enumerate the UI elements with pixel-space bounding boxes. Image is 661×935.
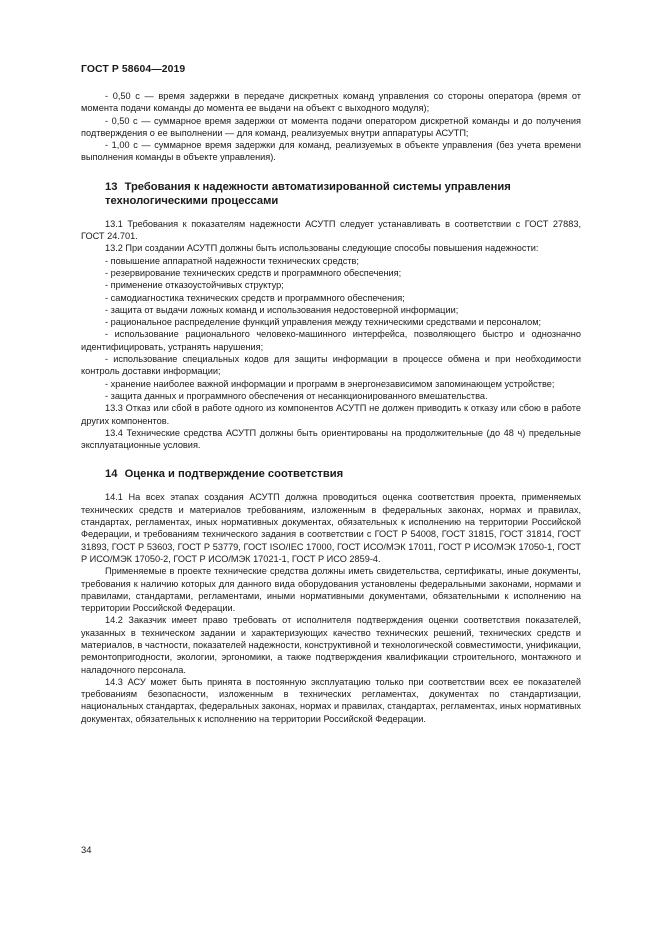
- list-item: - защита данных и программного обеспечения от несанкционированного вмешательства.: [105, 390, 488, 401]
- section-number: 13: [105, 180, 118, 193]
- list-item: - применение отказоустойчивых структур;: [105, 280, 284, 291]
- paragraph: 13.4 Технические средства АСУТП должны быть ориентированы на продолжительные (до 48 ч) предельные эксплуатационные условия.: [81, 427, 581, 451]
- section-14: [81, 467, 581, 725]
- paragraph: - 1,00 с — суммарное время задержки для команд, реализуемых в объекте управления (без учета времени выполнения команды в объекте управления).: [81, 140, 581, 163]
- paragraph: 14.2 Заказчик имеет право требовать от исполнителя подтверждения оценки соответствия показателей, указанных в техническом задании и характеризующих качество технических решений, технических средств и материалов, в частности, показателей надежности, конструктивной и технологической совместимости, унификации, ремонтопригодности, экологии, эргономики, а также подтверждения квалификации строительного, монтажного и наладочного персонала.: [81, 615, 581, 675]
- section-heading: [81, 180, 581, 208]
- paragraph: 13.3 Отказ или сбой в работе одного из компонентов АСУТП не должен приводить к отказу или сбою в работе других компонентов.: [81, 403, 581, 426]
- list-item: - использование специальных кодов для защиты информации в процессе обмена и при необходимости контроль доставки информации;: [81, 354, 581, 377]
- paragraph: 14.1 На всех этапах создания АСУТП должна проводиться оценка соответствия проекта, применяемых технических средств и материалов требованиям, изложенным в федеральных законах, нормах и правилах, стандартах, регламентах, иных нормативных документах, обязательных к исполнению на территории Российской Федерации, и требованиям технического задания в соответствии с ГОСТ Р 54008, ГОСТ 31815, ГОСТ 31814, ГОСТ 31893, ГОСТ Р 53603, ГОСТ Р 53779, ГОСТ ISO/IEC 17000, ГОСТ ИСО/МЭК 17011, ГОСТ Р ИСО/МЭК 17050-1, ГОСТ Р ИСО/МЭК 17050-2, ГОСТ Р ИСО/МЭК 17021-1, ГОСТ Р ИСО 2859-4.: [81, 492, 581, 564]
- paragraph: - 0,50 с — время задержки в передаче дискретных команд управления со стороны оператора (время от момента подачи команды до момента ее выдачи на объект с выходного модуля);: [81, 91, 581, 114]
- paragraph: 13.2 При создании АСУТП должны быть использованы следующие способы повышения надежности:: [105, 243, 539, 254]
- list-item: - использование рационального человеко-машинного интерфейса, позволяющего быстро и однозначно идентифицировать, устранять нарушения;: [81, 329, 581, 352]
- paragraph: 14.3 АСУ может быть принята в постоянную эксплуатацию только при соответствии всех ее показателей требованиям безопасности, изложенным в технических регламентах, документах по стандартизации, национальных стандартах, федеральных законах, нормах и правилах, стандартах, регламентах, иных нормативных документах, обязательных к исполнению на территории Российской Федерации.: [81, 676, 581, 724]
- list-item: - хранение наиболее важной информации и программ в энергонезависимом запоминающем устройстве;: [105, 378, 555, 389]
- paragraph: 13.1 Требования к показателям надежности АСУТП следует устанавливать в соответствии с ГОСТ 27883, ГОСТ 24.701.: [81, 218, 581, 242]
- list-item: - самодиагностика технических средств и программного обеспечения;: [105, 292, 405, 303]
- section-top: [81, 90, 581, 164]
- list-item: - резервирование технических средств и программного обеспечения;: [105, 267, 402, 278]
- list-item: - рациональное распределение функций управления между техническими средствами и персоналом;: [105, 317, 542, 328]
- running-header: ГОСТ Р 58604—2019: [81, 64, 186, 75]
- list-item: - повышение аппаратной надежности технических средств;: [105, 255, 359, 266]
- section-heading: [81, 467, 581, 481]
- paragraph: - 0,50 с — суммарное время задержки от момента подачи оператором дискретной команды и до получения подтверждения о ее выполнении — для команд, реализуемых внутри аппаратуры АСУТП;: [81, 115, 581, 138]
- document-body: [81, 90, 581, 725]
- section-title: Требования к надежности автоматизированной системы управления технологическими процессами: [105, 180, 511, 207]
- page-number: 34: [81, 844, 92, 855]
- section-number: 14: [105, 468, 118, 481]
- paragraph: Применяемые в проекте технические средства должны иметь свидетельства, сертификаты, иные документы, требования к наличию которых для данного вида оборудования установлены федеральными законами, нормами и правилами, стандартами, регламентами, иными нормативными документами, обязательными к исполнению на территории Российской Федерации.: [81, 566, 581, 614]
- section-13: [81, 180, 581, 452]
- section-title: Оценка и подтверждение соответствия: [124, 468, 344, 481]
- list-item: - защита от выдачи ложных команд и использования недостоверной информации;: [105, 304, 459, 315]
